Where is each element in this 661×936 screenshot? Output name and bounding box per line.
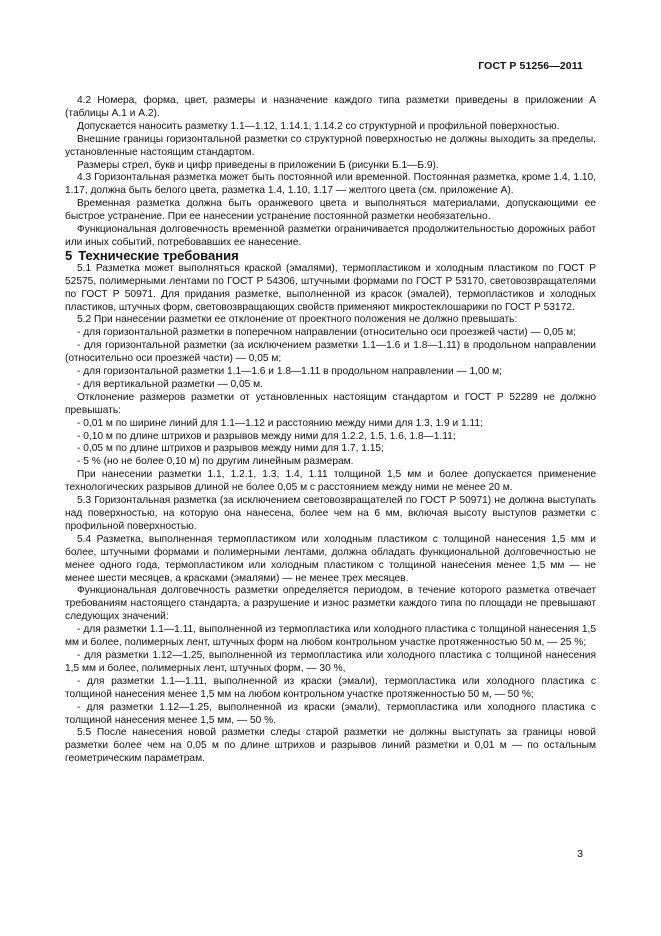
paragraph: 5.4 Разметка, выполненная термопластиком или холодным пластиком с толщиной нанесения 1,5 мм и более, штучными формами и полимерными лентами, должна обладать функциональной долговечностью не менее одного года, термопластиком или холодным пластиком с толщиной нанесения менее 1,5 мм — не менее шести месяцев, а красками (эмалями) — не менее трех месяцев. xyxy=(65,533,596,584)
paragraph: Функциональная долговечность разметки определяется периодом, в течение которого разметка отвечает требованиям настоящего стандарта, а разрушение и износ разметки каждого типа по площади не превышают следующих значений: xyxy=(65,585,596,623)
paragraph: Функциональная долговечность временной разметки ограничивается продолжительностью дорожных работ или иных событий, потребовавших ее нанесение. xyxy=(65,224,596,248)
list-item: - для горизонтальной разметки (за исключением разметки 1.1—1.6 и 1.8—1.11) в продольном направлении (относительно оси проезжей части) — 0,05 м; xyxy=(65,340,596,365)
list-item: - 5 % (но не более 0,10 м) по другим линейным размерам. xyxy=(77,456,354,468)
list-item: - 0,10 м по длине штрихов и разрывов между ними для 1.2.2, 1.5, 1.6, 1.8—1.11; xyxy=(77,430,456,442)
list-item: - для вертикальной разметки — 0,05 м. xyxy=(77,378,264,390)
paragraph: Допускается наносить разметку 1.1—1.12, 1.14.1, 1.14.2 со структурной и профильной поверхностью. xyxy=(77,120,560,132)
list-item: - для разметки 1.12—1.25, выполненной из термопластика или холодного пластика с толщиной нанесения 1,5 мм и более, полимерных лент, штучных форм, — 30 %, xyxy=(65,649,596,674)
paragraph: 4.2 Номера, форма, цвет, размеры и назначение каждого типа разметки приведены в приложении А (таблицы А.1 и А.2). xyxy=(65,95,596,119)
list-item: - для разметки 1.12—1.25, выполненной из краски (эмали), термопластика или холодного пластика с толщиной нанесения менее 1,5 мм, — 50 %. xyxy=(65,701,596,726)
list-item: - для горизонтальной разметки в поперечном направлении (относительно оси проезжей части) — 0,05 м; xyxy=(77,327,576,339)
paragraph: 4.3 Горизонтальная разметка может быть постоянной или временной. Постоянная разметка, кроме 1.4, 1.10, 1.17, должна быть белого цвета, разметка 1.4, 1.10, 1.17 — желтого цвета (см. приложение А). xyxy=(65,172,596,197)
paragraph: 5.1 Разметка может выполняться краской (эмалями), термопластиком и холодным пластиком по ГОСТ Р 52575, полимерными лентами по ГОСТ Р 54306, штучными формами по ГОСТ Р 53170, световозвращателями по ГОСТ Р 50971. Для придания разметке, выполненной из красок (эмалей), термопластиков и холодных пластиков, штучных форм, световозвращающих свойств применяют микростеклошарики по ГОСТ Р 53172. xyxy=(65,262,596,313)
list-item: - для разметки 1.1—1.11, выполненной из краски (эмали), термопластика или холодного пластика с толщиной нанесения менее 1,5 мм на любом контрольном участке протяженностью 50 м, — 50 %; xyxy=(65,675,596,700)
paragraph: Временная разметка должна быть оранжевого цвета и выполняться материалами, допускающими ее быстрое устранение. При ее нанесении устранение постоянной разметки необязательно. xyxy=(65,198,596,223)
page-number: 3 xyxy=(577,848,583,860)
paragraph: При нанесении разметки 1.1, 1.2.1, 1.3, 1.4, 1.11 толщиной 1,5 мм и более допускается применение технологических разрывов длиной не более 0,05 м с расстоянием между ними не менее 20 м. xyxy=(65,469,596,494)
paragraph: 5.5 После нанесения новой разметки следы старой разметки не должны выступать за границы новой разметки более чем на 0,05 м по длине штрихов и разрывов линий разметки и 0,01 м — по остальным геометрическим параметрам. xyxy=(65,727,596,765)
list-item: - для разметки 1.1—1.11, выполненной из термопластика или холодного пластика с толщиной нанесения 1,5 мм и более, полимерных лент, штучных форм на любом контрольном участке протяженностью 50 м, — 25 %; xyxy=(65,624,596,649)
document-code-header: ГОСТ Р 51256—2011 xyxy=(478,60,583,72)
document-body xyxy=(65,95,596,766)
paragraph: 5.3 Горизонтальная разметка (за исключением световозвращателей по ГОСТ Р 50971) не должна выступать над поверхностью, на которую она нанесена, более чем на 6 мм, включая высоту выступов разметки с профильной поверхностью. xyxy=(65,495,596,532)
section-title: Технические требования xyxy=(78,247,239,263)
list-item: - 0,05 м по длине штрихов и разрывов между ними для 1.7, 1.15; xyxy=(77,443,384,455)
paragraph: 5.2 При нанесении разметки ее отклонение от проектного положения не должно превышать: xyxy=(77,314,518,326)
list-item: - для горизонтальной разметки 1.1—1.6 и 1.8—1.11 в продольном направлении — 1,00 м; xyxy=(77,366,502,378)
list-item: - 0,01 м по ширине линий для 1.1—1.12 и расстоянию между ними для 1.3, 1.9 и 1.11; xyxy=(77,417,483,429)
paragraph: Внешние границы горизонтальной разметки со структурной поверхностью не должны выходить за пределы, установленные настоящим стандартом. xyxy=(65,133,596,158)
section-heading xyxy=(65,247,596,263)
paragraph: Отклонение размеров разметки от установленных настоящим стандартом и ГОСТ Р 52289 не должно превышать: xyxy=(65,391,596,416)
section-number: 5 xyxy=(65,247,73,263)
paragraph: Размеры стрел, букв и цифр приведены в приложении Б (рисунки Б.1—Б.9). xyxy=(77,159,439,171)
